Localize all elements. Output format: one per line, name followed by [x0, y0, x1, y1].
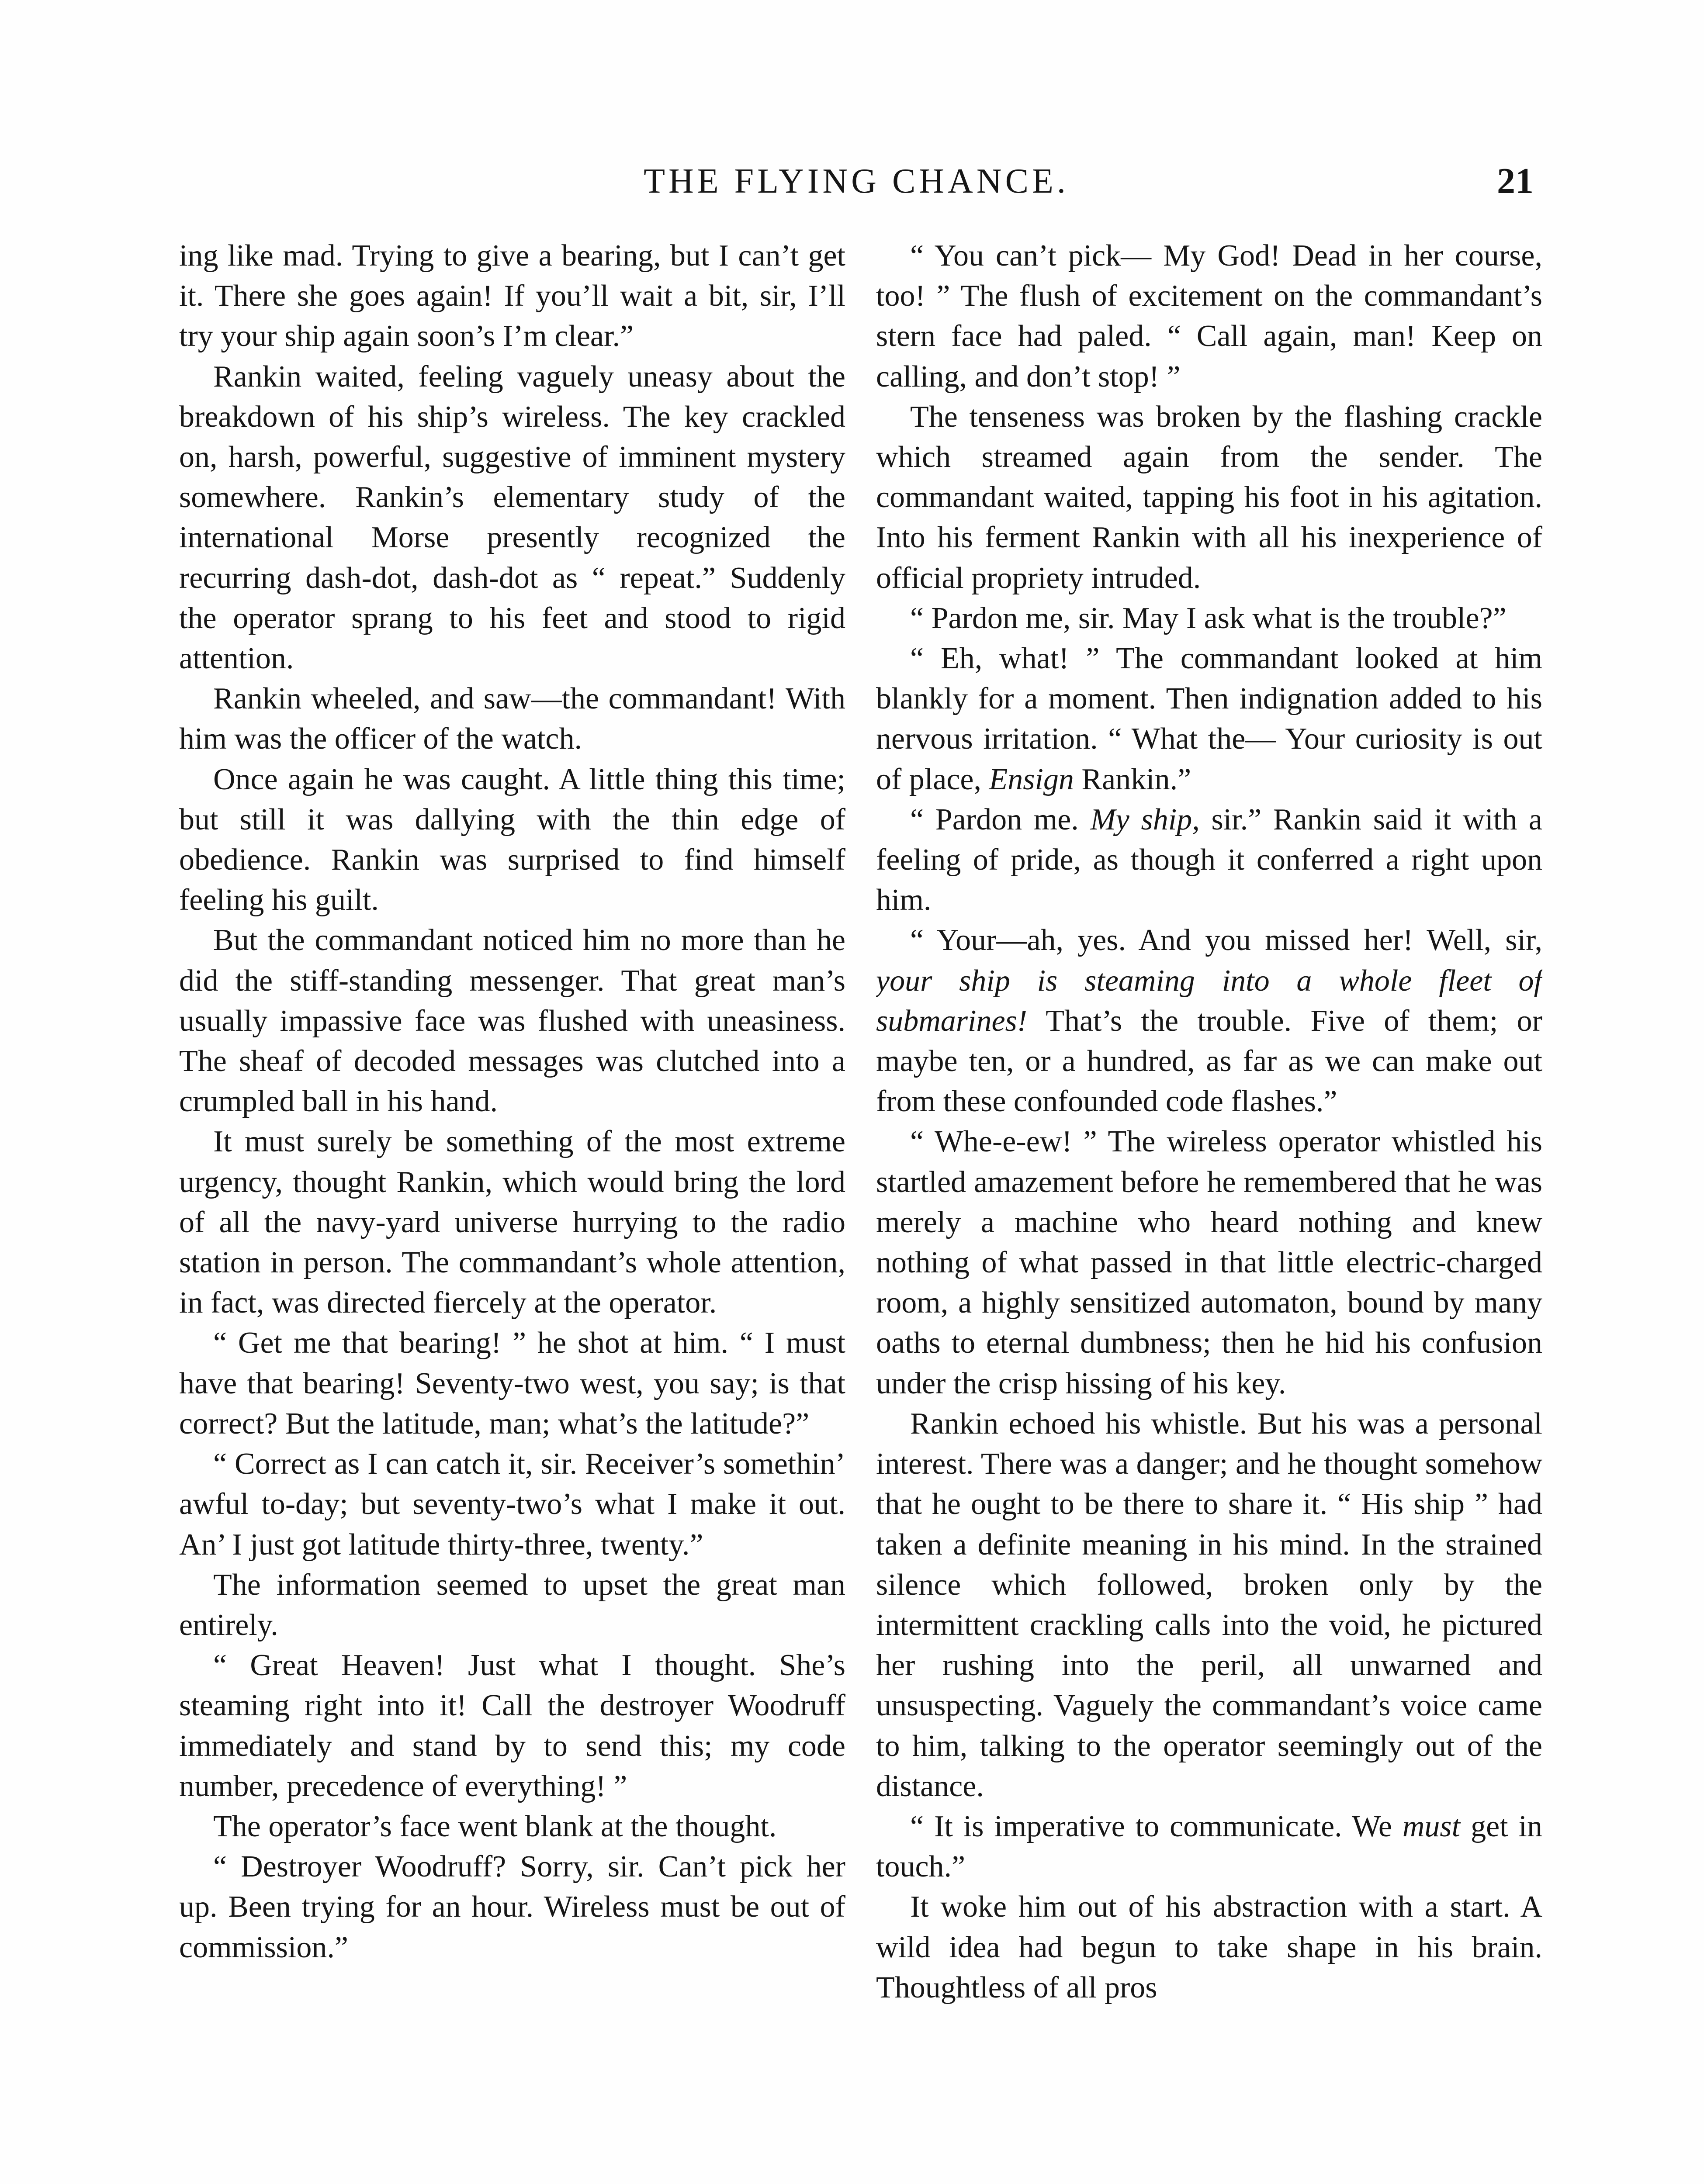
text-run: “ Whe-e-ew! ” The wireless operator whistled his startled amazement before he remembered that he was merely a machine who heard nothing and knew nothing of what passed in that little electric-charged room, a highly sensitized automaton, bound by many oaths to eternal dumbness; then he hid his confusion under the crisp hissing of his key. [876, 1125, 1542, 1400]
text-run: “ Correct as I can catch it, sir. Receiver’s somethin’ awful to-day; but seventy-two’s what I make it out. An’ I just got latitude thirty-three, twenty.” [179, 1447, 845, 1562]
paragraph [876, 397, 1542, 598]
paragraph [179, 357, 845, 679]
paragraph [179, 1847, 845, 1968]
paragraph [876, 598, 1542, 639]
italic-text: My ship, [1090, 802, 1200, 836]
paragraph [179, 679, 845, 759]
text-run: get in touch.” [876, 1809, 1542, 1884]
text-run: That’s the trouble. Five of them; or maybe ten, or a hundred, as far as we can make out from these confounded code flashes.” [876, 1004, 1542, 1119]
text-run: Once again he was caught. A little thing this time; but still it was dallying with the thin edge of obedience. Rankin was surprised to find himself feeling his guilt. [179, 762, 845, 917]
text-run: “ You can’t pick— My God! Dead in her course, too! ” The flush of excitement on the commandant’s stern face had paled. “ Call again, man! Keep on calling, and don’t stop! ” [876, 239, 1542, 394]
text-run: “ Get me that bearing! ” he shot at him. “ I must have that bearing! Seventy-two west, you say; is that correct? But the latitude, man; what’s the latitude?” [179, 1326, 845, 1441]
page-header [179, 157, 1534, 218]
paragraph [179, 1122, 845, 1323]
text-run: It woke him out of his abstraction with a start. A wild idea had begun to take shape in his brain. Thoughtless of all pros [876, 1890, 1542, 2004]
paragraph [876, 639, 1542, 800]
text-run: “ Eh, what! ” The commandant looked at him blankly for a moment. Then indignation added to his nervous irritation. “ What the— Your curiosity is out of place, [876, 642, 1542, 796]
right-text-column [876, 236, 1542, 2184]
text-run: Rankin.” [1074, 762, 1191, 796]
italic-text: Ensign [989, 762, 1074, 796]
paragraph [876, 920, 1542, 1122]
text-run: But the commandant noticed him no more than he did the stiff-standing messenger. That great man’s usually impassive face was flushed with uneasiness. The sheaf of decoded messages was clutched into a crumpled ball in his hand. [179, 923, 845, 1119]
paragraph [179, 236, 845, 357]
italic-text: your ship is steaming into a whole fleet of submarines! [876, 964, 1542, 1038]
paragraph [179, 1323, 845, 1444]
text-run: “ It is imperative to communicate. We [910, 1809, 1403, 1843]
paragraph [179, 760, 845, 921]
text-run: Rankin echoed his whistle. But his was a personal interest. There was a danger; and he thought somehow that he ought to be there to share it. “ His ship ” had taken a definite meaning in his mind. In the strained silence which followed, broken only by the intermittent crackling calls into the void, he pictured her rushing into the peril, all unwarned and unsuspecting. Vaguely the commandant’s voice came to him, talking to the operator seemingly out of the distance. [876, 1406, 1542, 1803]
text-run: The information seemed to upset the great man entirely. [179, 1568, 845, 1642]
paragraph [179, 1444, 845, 1565]
text-run: “ Your—ah, yes. And you missed her! Well, sir, [910, 923, 1542, 957]
paragraph [876, 1807, 1542, 1887]
text-run: The tenseness was broken by the flashing crackle which streamed again from the sender. The commandant waited, tapping his foot in his agitation. Into his ferment Rankin with all his inexperience of official propriety intruded. [876, 400, 1542, 595]
text-run: “ Pardon me, sir. May I ask what is the trouble?” [910, 601, 1507, 635]
running-title: THE FLYING CHANCE. [644, 162, 1069, 200]
paragraph [876, 800, 1542, 921]
text-run: Rankin waited, feeling vaguely uneasy about the breakdown of his ship’s wireless. The key crackled on, harsh, powerful, suggestive of imminent mystery somewhere. Rankin’s elementary study of the international Morse presently recognized the recurring dash-dot, dash-dot as “ repeat.” Suddenly the operator sprang to his feet and stood to rigid attention. [179, 359, 845, 676]
paragraph [876, 1887, 1542, 2008]
italic-text: must [1402, 1809, 1461, 1843]
page-number: 21 [1497, 161, 1534, 201]
paragraph [876, 236, 1542, 397]
paragraph [876, 1404, 1542, 1807]
text-run: “ Great Heaven! Just what I thought. She’s steaming right into it! Call the destroyer Woodruff immediately and stand by to send this; my code number, precedence of everything! ” [179, 1648, 845, 1803]
paragraph [179, 1645, 845, 1807]
text-run: ing like mad. Trying to give a bearing, but I can’t get it. There she goes again! If you’ll wait a bit, sir, I’ll try your ship again soon’s I’m clear.” [179, 239, 845, 353]
text-run: The operator’s face went blank at the thought. [213, 1809, 777, 1843]
text-run: “ Destroyer Woodruff? Sorry, sir. Can’t pick her up. Been trying for an hour. Wireless must be out of commission.” [179, 1850, 845, 1964]
paragraph [179, 1807, 845, 1847]
left-text-column [179, 236, 845, 2184]
text-run: sir.” Rankin said it with a feeling of pride, as though it conferred a right upon him. [876, 802, 1542, 917]
paragraph [179, 1565, 845, 1645]
paragraph [179, 920, 845, 1122]
text-run: Rankin wheeled, and saw—the commandant! With him was the officer of the watch. [179, 682, 845, 756]
text-run: It must surely be something of the most extreme urgency, thought Rankin, which would bring the lord of all the navy-yard universe hurrying to the radio station in person. The commandant’s whole attention, in fact, was directed fiercely at the operator. [179, 1125, 845, 1320]
paragraph [876, 1122, 1542, 1403]
text-run: “ Pardon me. [910, 802, 1091, 836]
